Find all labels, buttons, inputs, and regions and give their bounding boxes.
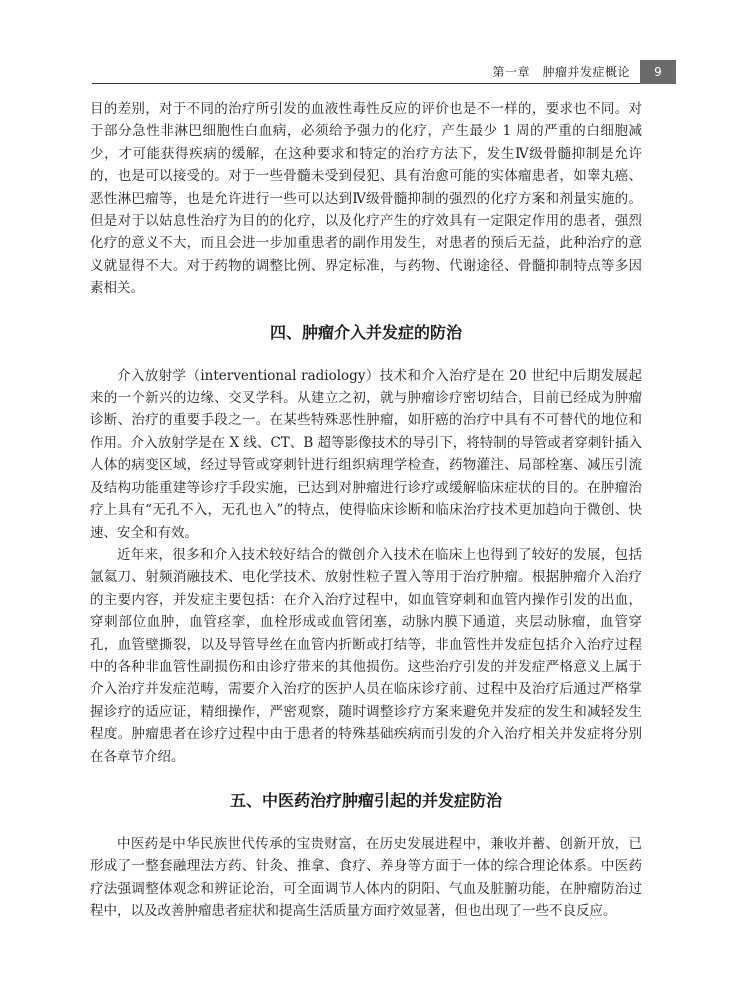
paragraph-interventional-intro: 介入放射学（interventional radiology）技术和介入治疗是在 20 世纪中后期发展起来的一个新兴的边缘、交叉学科。从建立之初，就与肿瘤诊疗密切结合，目前已经成为肿瘤诊断、治疗的重要手段之一。在某些特殊恶性肿瘤，如肝癌的治疗中具有不可替代的地位和作用。介入放射学是在 X 线、CT、B 超等影像技术的导引下，将特制的导管或者穿刺针插入人体的病变区域，经过导管或穿刺针进行组织病理学检查，药物灌注、局部栓塞、减压引流及结构功能重建等诊疗手段实施，已达到对肿瘤进行诊疗或缓解临床症状的目的。在肿瘤治疗上具有“无孔不入，无孔也入”的特点，使得临床诊断和临床治疗技术更加趋向于微创、快速、安全和有效。 bbox=[90, 367, 642, 541]
chapter-title: 第一章 肿瘤并发症概论 bbox=[492, 65, 630, 79]
page-body bbox=[90, 98, 642, 923]
paragraph-tcm: 中医药是中华民族世代传承的宝贵财富，在历史发展进程中，兼收并蓄、创新开放，已形成了一整套融理法方药、针灸、推拿、食疗、养身等方面于一体的综合理论体系。中医药疗法强调整体观念和辨证论治，可全面调节人体内的阴阳、气血及脏腑功能，在肿瘤防治过程中，以及改善肿瘤患者症状和提高生活质量方面疗效显著，但也出现了一些不良反应。 bbox=[90, 835, 642, 920]
paragraph-continued: 目的差别，对于不同的治疗所引发的血液性毒性反应的评价也是不一样的，要求也不同。对于部分急性非淋巴细胞性白血病，必须给予强力的化疗，产生最少 1 周的严重的白细胞减少，才可能获得疾病的缓解，在这种要求和特定的治疗方法下，发生Ⅳ级骨髓抑制是允许的，也是可以接受的。对于一些骨髓未受到侵犯、具有治愈可能的实体瘤患者，如睾丸癌、恶性淋巴瘤等，也是允许进行一些可以达到Ⅳ级骨髓抑制的强烈的化疗方案和剂量实施的。但是对于以姑息性治疗为目的的化疗，以及化疗产生的疗效具有一定限定作用的患者，强烈化疗的意义不大，而且会进一步加重患者的副作用发生，对患者的预后无益，此种治疗的意义就显得不大。对于药物的调整比例、界定标准，与药物、代谢途径、骨髓抑制特点等多因素相关。 bbox=[90, 101, 642, 297]
header-rule bbox=[92, 83, 676, 84]
running-header bbox=[92, 60, 676, 84]
paragraph-interventional-complications: 近年来，很多和介入技术较好结合的微创介入技术在临床上也得到了较好的发展，包括氩氦刀、射频消融技术、电化学技术、放射性粒子置入等用于治疗肿瘤。根据肿瘤介入治疗的主要内容，并发症主要包括：在介入治疗过程中，如血管穿刺和血管内操作引发的出血，穿刺部位血肿，血管痉挛，血栓形成或血管闭塞，动脉内膜下通道，夹层动脉瘤，血管穿孔，血管壁撕裂，以及导管导丝在血管内折断或打结等，非血管性并发症包括介入治疗过程中的各种非血管性副损伤和由诊疗带来的其他损伤。这些治疗引发的并发症严格意义上属于介入治疗并发症范畴，需要介入治疗的医护人员在临床诊疗前、过程中及治疗后通过严格掌握诊疗的适应证，精细操作，严密观察，随时调整诊疗方案来避免并发症的发生和减轻发生程度。肿瘤患者在诊疗过程中由于患者的特殊基础疾病而引发的介入治疗相关并发症将分别在各章节介绍。 bbox=[90, 546, 642, 765]
page-number: 9 bbox=[640, 60, 676, 84]
section-heading-4: 四、肿瘤介入并发症的防治 bbox=[269, 322, 462, 342]
section-heading-5: 五、中医药治疗肿瘤引起的并发症防治 bbox=[229, 790, 502, 810]
